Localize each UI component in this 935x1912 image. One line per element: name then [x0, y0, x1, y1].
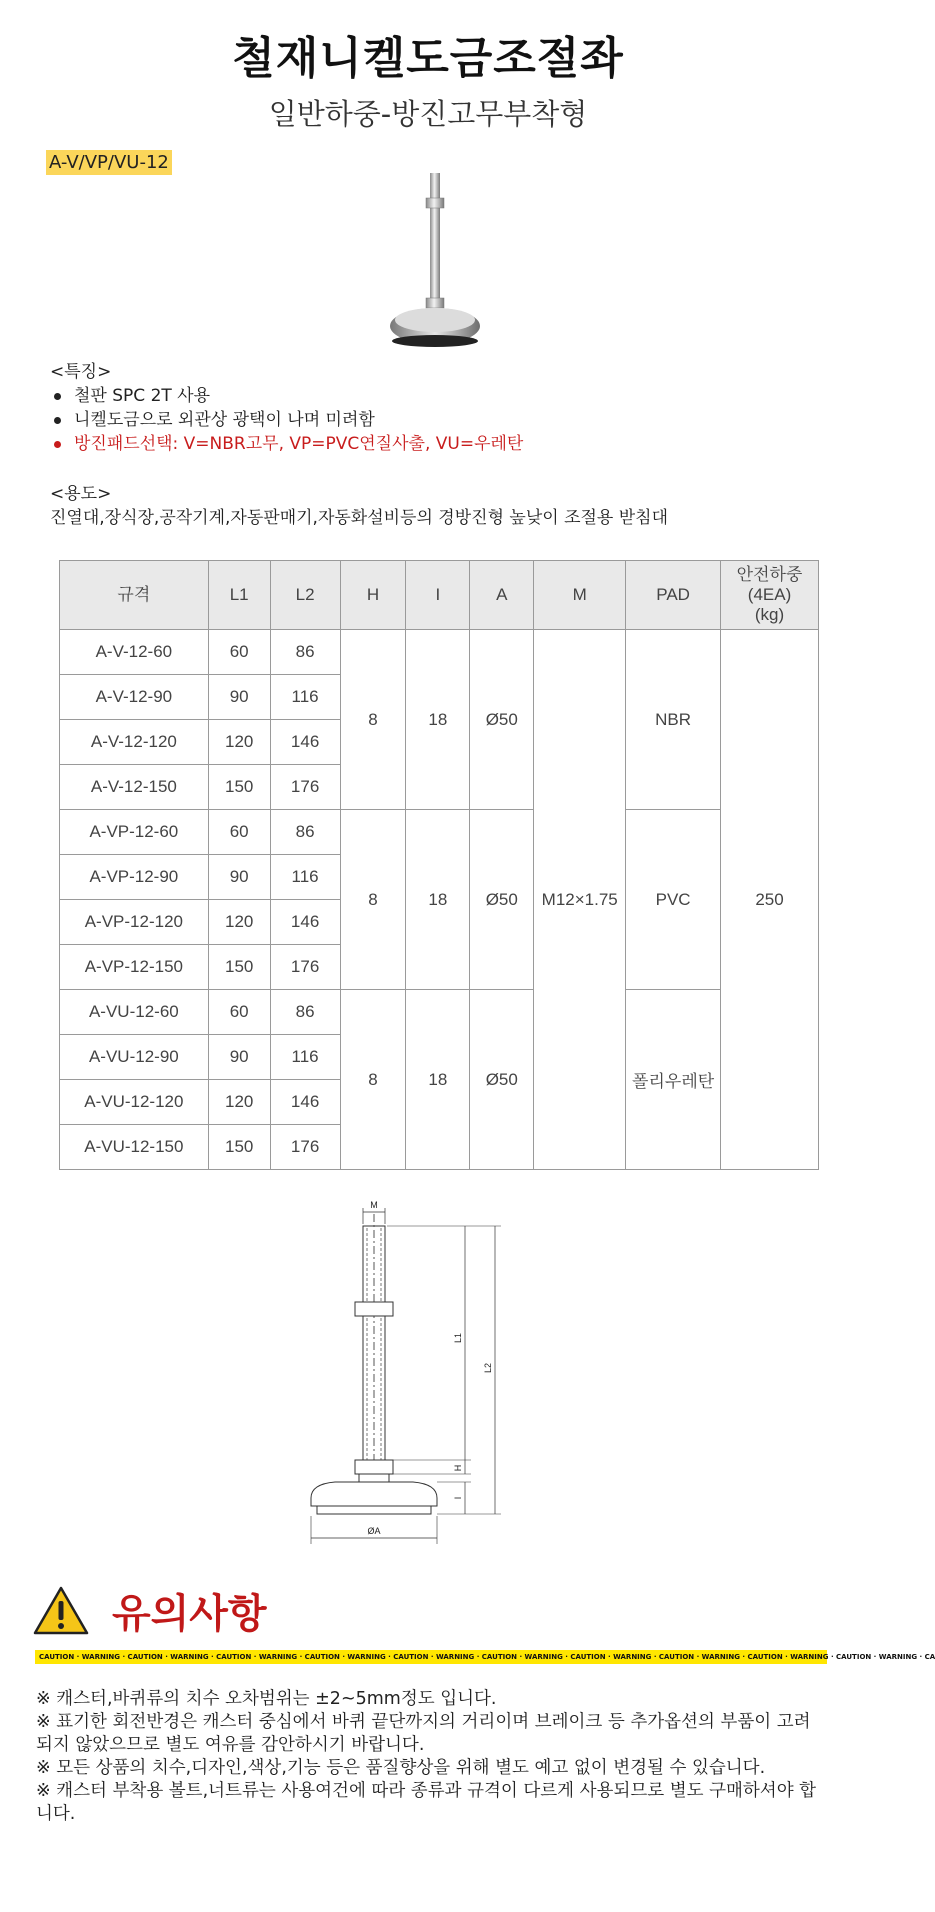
i-cell: 18 [406, 990, 470, 1170]
usage-section [50, 482, 668, 530]
col-header-h: H [340, 561, 406, 630]
spec-cell: A-VU-12-60 [60, 990, 209, 1035]
col-header-l1: L1 [208, 561, 270, 630]
l1-cell: 60 [208, 810, 270, 855]
l1-cell: 120 [208, 900, 270, 945]
spec-table [59, 560, 819, 1170]
load-cell: 250 [721, 630, 819, 1170]
dim-label-a: ØA [367, 1526, 381, 1536]
l1-cell: 90 [208, 1035, 270, 1080]
caution-heading [32, 1582, 267, 1639]
l2-cell: 176 [270, 945, 340, 990]
feature-item-highlight: 방진패드선택: V=NBR고무, VP=PVC연질사출, VU=우레탄 [50, 432, 523, 456]
spec-cell: A-VP-12-60 [60, 810, 209, 855]
l1-cell: 120 [208, 1080, 270, 1125]
h-cell: 8 [340, 990, 406, 1170]
l1-cell: 150 [208, 945, 270, 990]
a-cell: Ø50 [470, 630, 534, 810]
l1-cell: 150 [208, 765, 270, 810]
col-header-spec: 규격 [60, 561, 209, 630]
caution-tape: CAUTION · WARNING · CAUTION · WARNING · CAUTION · WARNING · CAUTION · WARNING · CAUTION · WARNING · CAUTION · WARNING · CAUTION · WARNING · CAUTION · WARNING · CAUTION · WARNING · CAUTION · WARNING · CA [35, 1650, 827, 1664]
i-cell: 18 [406, 630, 470, 810]
feature-item: 니켈도금으로 외관상 광택이 나며 미려함 [50, 408, 523, 432]
model-tag: A-V/VP/VU-12 [46, 150, 172, 175]
feature-item: 철판 SPC 2T 사용 [50, 384, 523, 408]
col-header-l2: L2 [270, 561, 340, 630]
features-section [50, 360, 523, 456]
l2-cell: 146 [270, 720, 340, 765]
table-header-row [60, 561, 819, 630]
spec-cell: A-VU-12-150 [60, 1125, 209, 1170]
l2-cell: 146 [270, 900, 340, 945]
pad-cell: 폴리우레탄 [626, 990, 721, 1170]
table-row [60, 630, 819, 675]
caution-title: 유의사항 [112, 1591, 267, 1637]
col-header-pad: PAD [626, 561, 721, 630]
dimension-drawing [295, 1198, 535, 1550]
features-heading: <특징> [50, 362, 112, 382]
spec-cell: A-VP-12-120 [60, 900, 209, 945]
dim-label-h: H [453, 1464, 463, 1472]
warning-icon [32, 1585, 90, 1637]
dim-label-m: M [370, 1200, 378, 1210]
spec-cell: A-V-12-60 [60, 630, 209, 675]
h-cell: 8 [340, 810, 406, 990]
spec-cell: A-VP-12-150 [60, 945, 209, 990]
l1-cell: 90 [208, 855, 270, 900]
l1-cell: 60 [208, 990, 270, 1035]
features-list [50, 384, 523, 456]
note-item: ※ 캐스터 부착용 볼트,너트류는 사용여건에 따라 종류과 규격이 다르게 사용되므로 별도 구매하셔야 합니다. [36, 1781, 817, 1824]
table-row [60, 810, 819, 855]
note-item: ※ 표기한 회전반경은 캐스터 중심에서 바퀴 끝단까지의 거리이며 브레이크 등 추가옵션의 부품이 고려되지 않았으므로 별도 여유를 감안하시기 바랍니다. [36, 1712, 811, 1755]
product-title: 철재니켈도금조절좌 [232, 33, 624, 84]
l2-cell: 176 [270, 1125, 340, 1170]
m-cell: M12×1.75 [534, 630, 626, 1170]
bullet-icon [54, 393, 61, 400]
col-header-i: I [406, 561, 470, 630]
a-cell: Ø50 [470, 810, 534, 990]
spec-cell: A-VU-12-120 [60, 1080, 209, 1125]
i-cell: 18 [406, 810, 470, 990]
note-item: ※ 모든 상품의 치수,디자인,색상,기능 등은 품질향상을 위해 별도 예고 없이 변경될 수 있습니다. [36, 1758, 766, 1778]
usage-heading: <용도> [50, 484, 112, 504]
l2-cell: 116 [270, 855, 340, 900]
col-header-m: M [534, 561, 626, 630]
spec-cell: A-VP-12-90 [60, 855, 209, 900]
spec-cell: A-V-12-150 [60, 765, 209, 810]
l2-cell: 176 [270, 765, 340, 810]
product-photo [360, 158, 510, 358]
l2-cell: 86 [270, 630, 340, 675]
pad-cell: NBR [626, 630, 721, 810]
dim-label-l2: L2 [483, 1362, 493, 1374]
spec-cell: A-VU-12-90 [60, 1035, 209, 1080]
l1-cell: 60 [208, 630, 270, 675]
l1-cell: 90 [208, 675, 270, 720]
l1-cell: 120 [208, 720, 270, 765]
l2-cell: 86 [270, 990, 340, 1035]
usage-text: 진열대,장식장,공작기계,자동판매기,자동화설비등의 경방진형 높낮이 조절용 받침대 [50, 508, 668, 528]
page-header [0, 22, 856, 133]
table-row [60, 990, 819, 1035]
l2-cell: 116 [270, 675, 340, 720]
product-subtitle: 일반하중-방진고무부착형 [268, 97, 588, 131]
spec-cell: A-V-12-120 [60, 720, 209, 765]
l2-cell: 86 [270, 810, 340, 855]
spec-cell: A-V-12-90 [60, 675, 209, 720]
note-item: ※ 캐스터,바퀴류의 치수 오차범위는 ±2~5mm정도 입니다. [36, 1689, 497, 1709]
col-header-load: 안전하중 (4EA) (kg) [721, 561, 819, 630]
pad-cell: PVC [626, 810, 721, 990]
l2-cell: 116 [270, 1035, 340, 1080]
a-cell: Ø50 [470, 990, 534, 1170]
l2-cell: 146 [270, 1080, 340, 1125]
bullet-icon [54, 441, 61, 448]
dim-label-i: I [453, 1496, 463, 1500]
col-header-a: A [470, 561, 534, 630]
dim-label-l1: L1 [453, 1332, 463, 1344]
caution-notes [36, 1688, 826, 1826]
h-cell: 8 [340, 630, 406, 810]
l1-cell: 150 [208, 1125, 270, 1170]
bullet-icon [54, 417, 61, 424]
